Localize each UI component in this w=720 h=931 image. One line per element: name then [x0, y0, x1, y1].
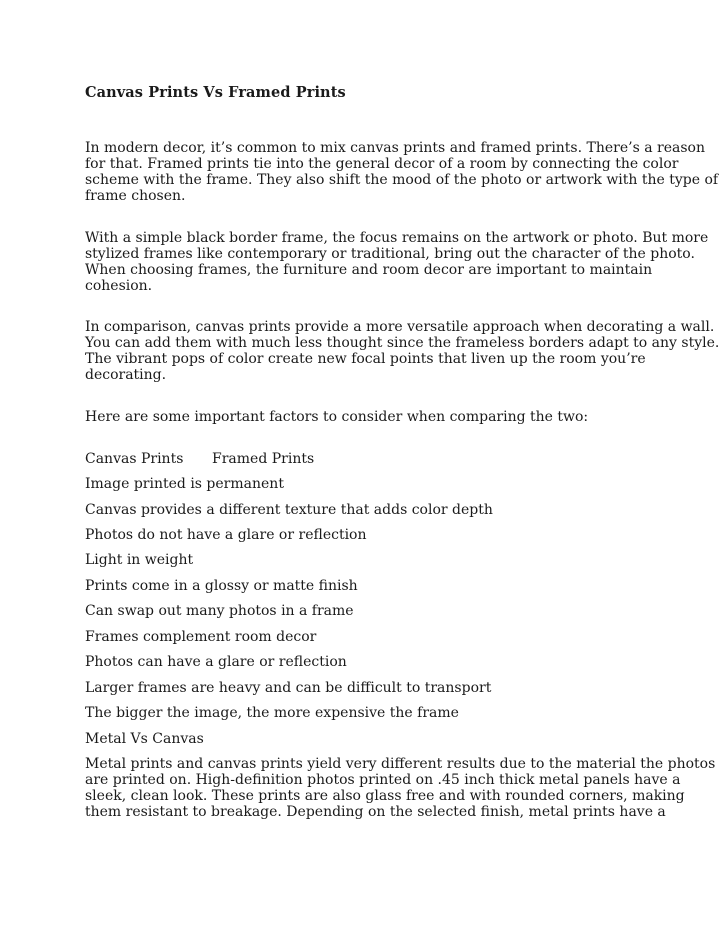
comparison-item: Larger frames are heavy and can be difficult to transport	[85, 680, 492, 696]
paragraph-line: for that. Framed prints tie into the general decor of a room by connecting the color	[85, 156, 679, 172]
paragraph-factors	[85, 409, 645, 425]
paragraph-canvas	[85, 319, 720, 383]
paragraph-line: In comparison, canvas prints provide a more versatile approach when decorating a wall.	[85, 319, 715, 335]
comparison-item: Photos do not have a glare or reflection	[85, 527, 367, 543]
paragraph-metal	[85, 756, 716, 820]
paragraph-line: You can add them with much less thought since the frameless borders adapt to any style.	[85, 335, 720, 351]
comparison-item: Can swap out many photos in a frame	[85, 603, 354, 619]
comparison-item: Canvas provides a different texture that adds color depth	[85, 502, 493, 518]
section-heading-metal-vs-canvas: Metal Vs Canvas	[85, 731, 204, 747]
paragraph-line: Here are some important factors to consider when comparing the two:	[85, 409, 589, 425]
paragraph-line: When choosing frames, the furniture and room decor are important to maintain	[85, 262, 653, 278]
comparison-header-framed: Framed Prints	[212, 451, 315, 467]
comparison-header-canvas: Canvas Prints	[85, 451, 184, 467]
comparison-item: Frames complement room decor	[85, 629, 317, 645]
paragraph-line: frame chosen.	[85, 188, 186, 204]
comparison-item: Light in weight	[85, 552, 194, 568]
paragraph-frames	[85, 230, 709, 294]
paragraph-line: stylized frames like contemporary or traditional, bring out the character of the photo.	[85, 246, 695, 262]
comparison-item: Image printed is permanent	[85, 476, 284, 492]
paragraph-line: In modern decor, it’s common to mix canvas prints and framed prints. There’s a reason	[85, 140, 705, 156]
paragraph-line: Metal prints and canvas prints yield very different results due to the material the photos	[85, 756, 716, 772]
paragraph-line: decorating.	[85, 367, 167, 383]
paragraph-line: cohesion.	[85, 278, 153, 294]
comparison-item: The bigger the image, the more expensive the frame	[85, 705, 459, 721]
paragraph-line: sleek, clean look. These prints are also glass free and with rounded corners, making	[85, 788, 685, 804]
paragraph-intro	[85, 140, 719, 204]
comparison-item: Photos can have a glare or reflection	[85, 654, 347, 670]
paragraph-line: The vibrant pops of color create new focal points that liven up the room you’re	[85, 351, 646, 367]
document-title: Canvas Prints Vs Framed Prints	[85, 84, 346, 101]
comparison-item: Prints come in a glossy or matte finish	[85, 578, 358, 594]
paragraph-line: With a simple black border frame, the focus remains on the artwork or photo. But more	[85, 230, 709, 246]
comparison-header	[85, 450, 315, 468]
paragraph-line: them resistant to breakage. Depending on the selected finish, metal prints have a	[85, 804, 666, 820]
paragraph-line: scheme with the frame. They also shift the mood of the photo or artwork with the type of	[85, 172, 719, 188]
paragraph-line: are printed on. High-definition photos printed on .45 inch thick metal panels have a	[85, 772, 681, 788]
